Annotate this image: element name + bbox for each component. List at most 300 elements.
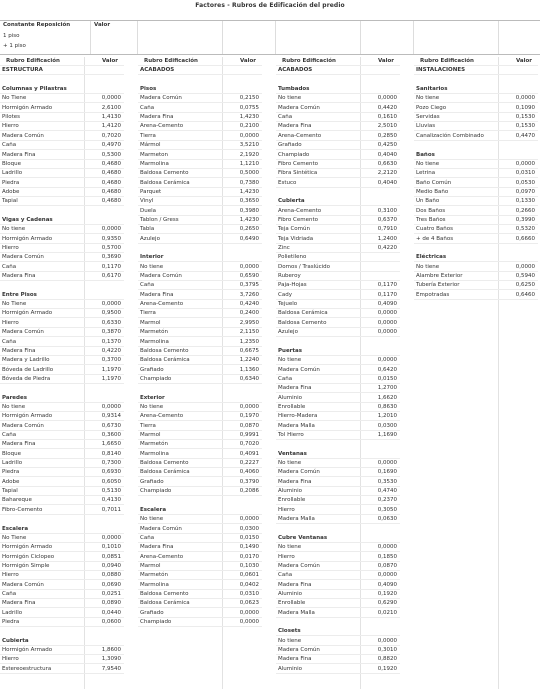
table-row xyxy=(276,394,400,403)
section-heading xyxy=(138,506,262,515)
table-row xyxy=(0,403,124,412)
row-value: 0,4680 xyxy=(101,188,121,195)
row-value: 0,6460 xyxy=(515,291,535,298)
row-value: 0,4250 xyxy=(377,142,397,149)
row-value: 0,5000 xyxy=(239,170,259,177)
row-value: 0,4091 xyxy=(239,450,259,457)
table-row xyxy=(0,487,124,496)
row-value: 0,4090 xyxy=(377,301,397,308)
table-row xyxy=(414,235,538,244)
row-label: No tiene xyxy=(2,226,26,233)
row-label: Caña xyxy=(2,432,17,438)
row-label: Champiado xyxy=(140,488,172,495)
row-label: Enrollable xyxy=(278,600,306,607)
row-label: Caña xyxy=(140,104,155,111)
row-label: Hierro xyxy=(2,656,19,663)
row-value: 0,6050 xyxy=(101,478,121,485)
row-value: 0,1010 xyxy=(101,544,121,551)
table-row xyxy=(0,188,124,197)
row-value: 2,6100 xyxy=(101,104,121,111)
row-label: Caña xyxy=(2,338,17,345)
table-row xyxy=(138,104,262,113)
row-value: 0,4040 xyxy=(377,151,397,158)
table-row xyxy=(276,281,400,290)
row-label: Arena-Cemento xyxy=(140,413,184,420)
table-row xyxy=(276,581,400,590)
row-value: 0,7910 xyxy=(377,226,397,233)
row-label: Baldosa Cerámica xyxy=(140,600,190,607)
table-row xyxy=(0,534,124,543)
column-header xyxy=(138,57,262,66)
page-title: Factores - Rubros de Edificación del predio xyxy=(195,2,345,9)
row-label: Tumbados xyxy=(278,86,310,93)
row-label: Fibro Cemento xyxy=(278,160,319,167)
row-value: 1,4120 xyxy=(101,123,121,130)
row-value: 0,6250 xyxy=(515,282,535,289)
row-value: 0,0210 xyxy=(377,609,397,616)
row-value: 0,1090 xyxy=(515,104,535,111)
row-label: Marmeton xyxy=(140,151,169,158)
row-label: Madera Fina xyxy=(278,385,312,392)
row-label: No Tiene xyxy=(2,95,27,102)
row-value: 0,2086 xyxy=(239,488,259,495)
row-value: 0,1370 xyxy=(101,338,121,345)
table-row xyxy=(0,412,124,421)
row-label: Tejuelo xyxy=(278,301,298,308)
table-row xyxy=(138,319,262,328)
table-row xyxy=(138,571,262,580)
table-row xyxy=(276,375,400,384)
table-row xyxy=(414,104,538,113)
row-label: Arena-Cemento xyxy=(140,301,184,308)
row-label: Madera Común xyxy=(278,562,320,569)
row-label: Baldosa Cemento xyxy=(140,170,189,177)
table-row xyxy=(138,431,262,440)
table-row xyxy=(0,253,124,262)
row-value: 1,1360 xyxy=(239,366,259,373)
row-label: Madera Común xyxy=(278,366,320,373)
table-row xyxy=(414,281,538,290)
row-label: No tiene xyxy=(278,460,302,467)
table-row xyxy=(276,599,400,608)
row-value: 0,0000 xyxy=(239,132,259,139)
column-header xyxy=(276,57,400,66)
table-row xyxy=(138,197,262,206)
row-label: Letrina xyxy=(416,170,436,177)
table-row xyxy=(0,459,124,468)
row-value: 0,9350 xyxy=(101,235,121,242)
table-row xyxy=(0,319,124,328)
row-value: 0,8630 xyxy=(377,403,397,410)
table-row xyxy=(414,179,538,188)
table-row xyxy=(414,94,538,103)
table-row xyxy=(276,403,400,412)
row-label: Madera Común xyxy=(278,469,320,476)
row-label: Paja-Hojas xyxy=(278,282,307,289)
row-label: Hierro xyxy=(278,506,295,513)
row-value: 0,0300 xyxy=(239,525,259,532)
table-row xyxy=(276,309,400,318)
row-value: 0,9991 xyxy=(239,432,259,438)
row-label: Madera Malla xyxy=(278,609,315,616)
row-label: Ladrillo xyxy=(2,609,23,616)
row-value: 0,1970 xyxy=(239,413,259,420)
table-row xyxy=(138,534,262,543)
column-header xyxy=(0,57,124,66)
table-row xyxy=(0,300,124,309)
row-value: 0,3530 xyxy=(377,478,397,485)
table-row xyxy=(0,609,124,618)
row-label: Bóveda de Ladrillo xyxy=(2,366,54,373)
table-row xyxy=(276,562,400,571)
row-label: Hierro xyxy=(2,572,19,579)
section-heading xyxy=(414,85,538,94)
row-label: Champiado xyxy=(140,375,172,382)
row-value: 0,0870 xyxy=(239,422,259,429)
row-label: Parquet xyxy=(140,188,162,195)
row-label: Pozo Ciego xyxy=(416,104,447,111)
row-label: Baldosa Cerámica xyxy=(140,357,190,364)
row-label: No tiene xyxy=(140,516,164,523)
table-row xyxy=(138,132,262,141)
table-row xyxy=(414,188,538,197)
row-value: 0,5320 xyxy=(515,226,535,233)
table-row xyxy=(276,244,400,253)
table-row xyxy=(138,225,262,234)
row-label: Sanitarios xyxy=(416,86,448,93)
rubro-column-2 xyxy=(138,57,262,689)
table-row xyxy=(0,94,124,103)
row-label: No Tiene xyxy=(2,301,27,308)
table-row xyxy=(0,375,124,384)
table-row xyxy=(276,104,400,113)
row-value: Valor xyxy=(101,58,118,64)
row-value: 0,4090 xyxy=(377,581,397,588)
table-row xyxy=(138,309,262,318)
row-label: Madera Fina xyxy=(2,441,36,448)
row-value: 2,9950 xyxy=(239,319,259,326)
table-row xyxy=(276,609,400,618)
row-label: Madera Fina xyxy=(278,123,312,130)
table-row xyxy=(138,272,262,281)
row-label: Pilotes xyxy=(2,114,21,121)
row-label: Arena-Cemento xyxy=(140,123,184,130)
row-value: 0,6330 xyxy=(101,319,121,326)
table-row xyxy=(0,422,124,431)
row-label: Duela xyxy=(140,207,157,214)
row-label: Tablon / Gress xyxy=(140,216,179,223)
row-label: INSTALACIONES xyxy=(416,67,466,74)
row-label: Baldosa Cemento xyxy=(140,590,189,597)
row-label: Marmolina xyxy=(140,581,169,588)
row-label: No tiene xyxy=(140,403,164,410)
row-value: 0,1030 xyxy=(239,562,259,569)
row-label: Madera Fina xyxy=(2,151,36,158)
row-label: Hierro xyxy=(2,245,19,251)
row-label: Bloque xyxy=(2,160,22,167)
table-row xyxy=(0,113,124,122)
row-label: Aluminio xyxy=(278,590,303,597)
row-label: Aluminio xyxy=(278,488,303,495)
table-row xyxy=(276,253,400,262)
row-label: Marmol xyxy=(140,562,161,569)
row-label: Grafiado xyxy=(140,609,164,616)
row-value: 0,0690 xyxy=(101,581,121,588)
row-value: 0,1530 xyxy=(515,114,535,121)
row-value: 1,1690 xyxy=(377,432,397,438)
section-heading xyxy=(0,394,124,403)
row-label: Bloque xyxy=(2,450,22,457)
table-row xyxy=(138,366,262,375)
table-row xyxy=(0,160,124,169)
row-value: 0,0300 xyxy=(377,422,397,429)
row-label: Aluminio xyxy=(278,394,303,401)
row-label: Cuatro Baños xyxy=(416,226,453,233)
row-value: 0,6290 xyxy=(377,600,397,607)
row-value: 0,4420 xyxy=(377,104,397,111)
row-label: Marmol xyxy=(140,432,161,438)
row-value: 2,1150 xyxy=(239,329,259,336)
row-value: Valor xyxy=(239,58,256,64)
row-label: Fibro Cemento xyxy=(278,216,319,223)
row-value: 1,1970 xyxy=(101,366,121,373)
table-row xyxy=(0,225,124,234)
row-label: Cady xyxy=(278,291,292,298)
row-label: Polietileno xyxy=(278,254,307,261)
row-label: Piedra xyxy=(2,619,20,625)
table-row xyxy=(0,169,124,178)
row-value: 0,0000 xyxy=(239,619,259,625)
row-label: Madera Común xyxy=(2,132,44,139)
row-label: Madera Fina xyxy=(140,114,174,121)
section-heading xyxy=(276,534,400,543)
row-label: Tres Baños xyxy=(416,216,446,223)
row-value: 0,9314 xyxy=(101,413,121,420)
table-row xyxy=(276,487,400,496)
table-row xyxy=(276,225,400,234)
table-row xyxy=(138,468,262,477)
row-label: Vinyl xyxy=(140,198,154,205)
row-value: 0,3790 xyxy=(239,478,259,485)
table-row xyxy=(276,384,400,393)
table-row xyxy=(276,637,400,646)
row-label: Hormigón Armado xyxy=(2,104,53,111)
row-value: 0,0000 xyxy=(515,263,535,270)
row-value: 0,0530 xyxy=(515,179,535,186)
row-value: 1,3090 xyxy=(101,656,121,663)
row-label: Madera Fina xyxy=(2,347,36,354)
table-row xyxy=(0,506,124,515)
table-row xyxy=(138,590,262,599)
row-label: Baldosa Cerámica xyxy=(140,469,190,476)
row-label: Fibro-Cemento xyxy=(2,506,43,513)
table-row xyxy=(138,94,262,103)
row-value: 0,1850 xyxy=(377,553,397,560)
row-label: Paredes xyxy=(2,394,27,401)
row-value: 0,7020 xyxy=(239,441,259,448)
row-label: Tierra xyxy=(140,132,156,139)
table-row xyxy=(0,431,124,440)
row-value: 0,0623 xyxy=(239,600,259,607)
category-heading xyxy=(138,66,262,75)
table-row xyxy=(0,562,124,571)
constante-reposicion-header: Constante Reposición xyxy=(3,22,71,28)
row-value: 0,2150 xyxy=(239,95,259,102)
row-value: 0,0402 xyxy=(239,581,259,588)
row-label: No tiene xyxy=(416,95,440,102)
table-row xyxy=(0,665,124,674)
row-value: 1,2400 xyxy=(377,235,397,242)
row-value: 0,6675 xyxy=(239,347,259,354)
row-label: Teja Común xyxy=(278,226,310,233)
row-label: No tiene xyxy=(140,263,164,270)
table-row xyxy=(138,478,262,487)
option-1-piso: 1 piso xyxy=(3,33,20,39)
table-row xyxy=(0,197,124,206)
row-value: 0,0170 xyxy=(239,553,259,560)
column-header xyxy=(414,57,538,66)
row-label: Hormigón Simple xyxy=(2,562,50,569)
table-row xyxy=(276,272,400,281)
row-value: 0,0000 xyxy=(239,516,259,523)
row-label: Estuco xyxy=(278,179,297,186)
table-row xyxy=(0,590,124,599)
table-row xyxy=(138,281,262,290)
row-value: 0,0870 xyxy=(377,562,397,569)
row-value: 0,0000 xyxy=(377,329,397,336)
row-label: Tapial xyxy=(2,198,18,205)
table-row xyxy=(0,235,124,244)
row-label: Interior xyxy=(140,254,164,261)
row-label: No tiene xyxy=(2,403,26,410)
row-value: 0,5940 xyxy=(515,273,535,280)
table-row xyxy=(0,338,124,347)
row-label: No Tiene xyxy=(2,534,27,541)
row-value: 0,4240 xyxy=(239,301,259,308)
row-label: Hierro xyxy=(2,319,19,326)
row-label: Escalera xyxy=(140,506,167,513)
table-row xyxy=(276,113,400,122)
row-value: 0,3870 xyxy=(101,329,121,336)
table-row xyxy=(276,366,400,375)
row-label: Madera Común xyxy=(140,525,182,532)
table-row xyxy=(138,347,262,356)
row-value: 0,7380 xyxy=(239,179,259,186)
table-row xyxy=(276,590,400,599)
table-row xyxy=(138,459,262,468)
row-value: 1,1970 xyxy=(101,375,121,382)
row-label: Adobe xyxy=(2,188,20,195)
table-row xyxy=(138,160,262,169)
row-label: Caña xyxy=(2,142,17,149)
row-value: 0,3980 xyxy=(239,207,259,214)
row-value: 0,2660 xyxy=(515,207,535,214)
row-label: Piedra xyxy=(2,469,20,476)
table-row xyxy=(276,431,400,440)
row-label: Arena-Cemento xyxy=(278,132,322,139)
row-label: Tubería Exterior xyxy=(416,282,460,289)
row-label: Servidas xyxy=(416,114,440,121)
row-label: Empotradas xyxy=(416,291,450,298)
row-value: 0,1920 xyxy=(377,665,397,672)
table-row xyxy=(138,599,262,608)
row-value: 0,8140 xyxy=(101,450,121,457)
row-label: No tiene xyxy=(278,95,302,102)
table-row xyxy=(276,571,400,580)
row-label: Madera Fina xyxy=(140,291,174,298)
row-label: Ruberoy xyxy=(278,273,301,280)
table-row xyxy=(138,553,262,562)
table-row xyxy=(138,291,262,300)
table-row xyxy=(276,151,400,160)
section-heading xyxy=(0,85,124,94)
row-label: Closets xyxy=(278,628,301,635)
row-value: 0,1330 xyxy=(515,198,535,205)
row-label: Baldosa Cerámica xyxy=(140,179,190,186)
row-label: Tol Hierro xyxy=(278,432,304,438)
row-label: Madera Fina xyxy=(278,581,312,588)
table-row xyxy=(0,122,124,131)
row-label: Alambre Exterior xyxy=(416,273,463,280)
constante-reposicion-table xyxy=(0,20,540,55)
row-value: 0,0000 xyxy=(377,637,397,644)
table-row xyxy=(276,459,400,468)
row-label: No tiene xyxy=(416,263,440,270)
row-label: Tabla xyxy=(140,226,155,233)
row-value: 0,0440 xyxy=(101,609,121,616)
table-row xyxy=(138,375,262,384)
row-label: Eléctricas xyxy=(416,254,447,261)
table-row xyxy=(276,468,400,477)
table-row xyxy=(0,141,124,150)
constante-reposicion-value-header: Valor xyxy=(94,22,111,28)
table-row xyxy=(276,132,400,141)
row-value: 0,0000 xyxy=(239,403,259,410)
row-value: 1,4130 xyxy=(101,114,121,121)
table-row xyxy=(0,151,124,160)
row-label: Rubro Edificación xyxy=(144,58,198,64)
row-label: Hormigón Armado xyxy=(2,310,53,317)
row-value: 0,4740 xyxy=(377,488,397,495)
row-label: Fibra Sintética xyxy=(278,170,318,177)
section-heading xyxy=(414,253,538,262)
row-label: Columnas y Pilastras xyxy=(2,86,67,93)
row-value: 0,6490 xyxy=(239,235,259,242)
row-label: Canalización Combinado xyxy=(416,132,484,139)
table-row xyxy=(276,141,400,150)
row-value: 0,6660 xyxy=(515,235,535,242)
row-value: 0,0000 xyxy=(377,357,397,364)
row-value: 0,1610 xyxy=(377,114,397,121)
row-label: Madera Común xyxy=(140,273,182,280)
row-value: 0,3795 xyxy=(239,282,259,289)
row-label: Grafiado xyxy=(278,142,302,149)
row-value: 1,4230 xyxy=(239,216,259,223)
row-value: 0,0251 xyxy=(101,590,121,597)
table-row xyxy=(0,356,124,365)
row-value: 0,3690 xyxy=(101,254,121,261)
table-row xyxy=(414,197,538,206)
row-label: Champiado xyxy=(140,619,172,625)
row-label: Azulejo xyxy=(278,329,298,336)
row-label: Ladrillo xyxy=(2,170,23,177)
row-label: Tierra xyxy=(140,310,156,317)
table-row xyxy=(276,496,400,505)
row-label: Caña xyxy=(278,114,293,121)
row-value: 0,3600 xyxy=(101,432,121,438)
table-row xyxy=(414,113,538,122)
row-label: Madera Común xyxy=(2,581,44,588)
